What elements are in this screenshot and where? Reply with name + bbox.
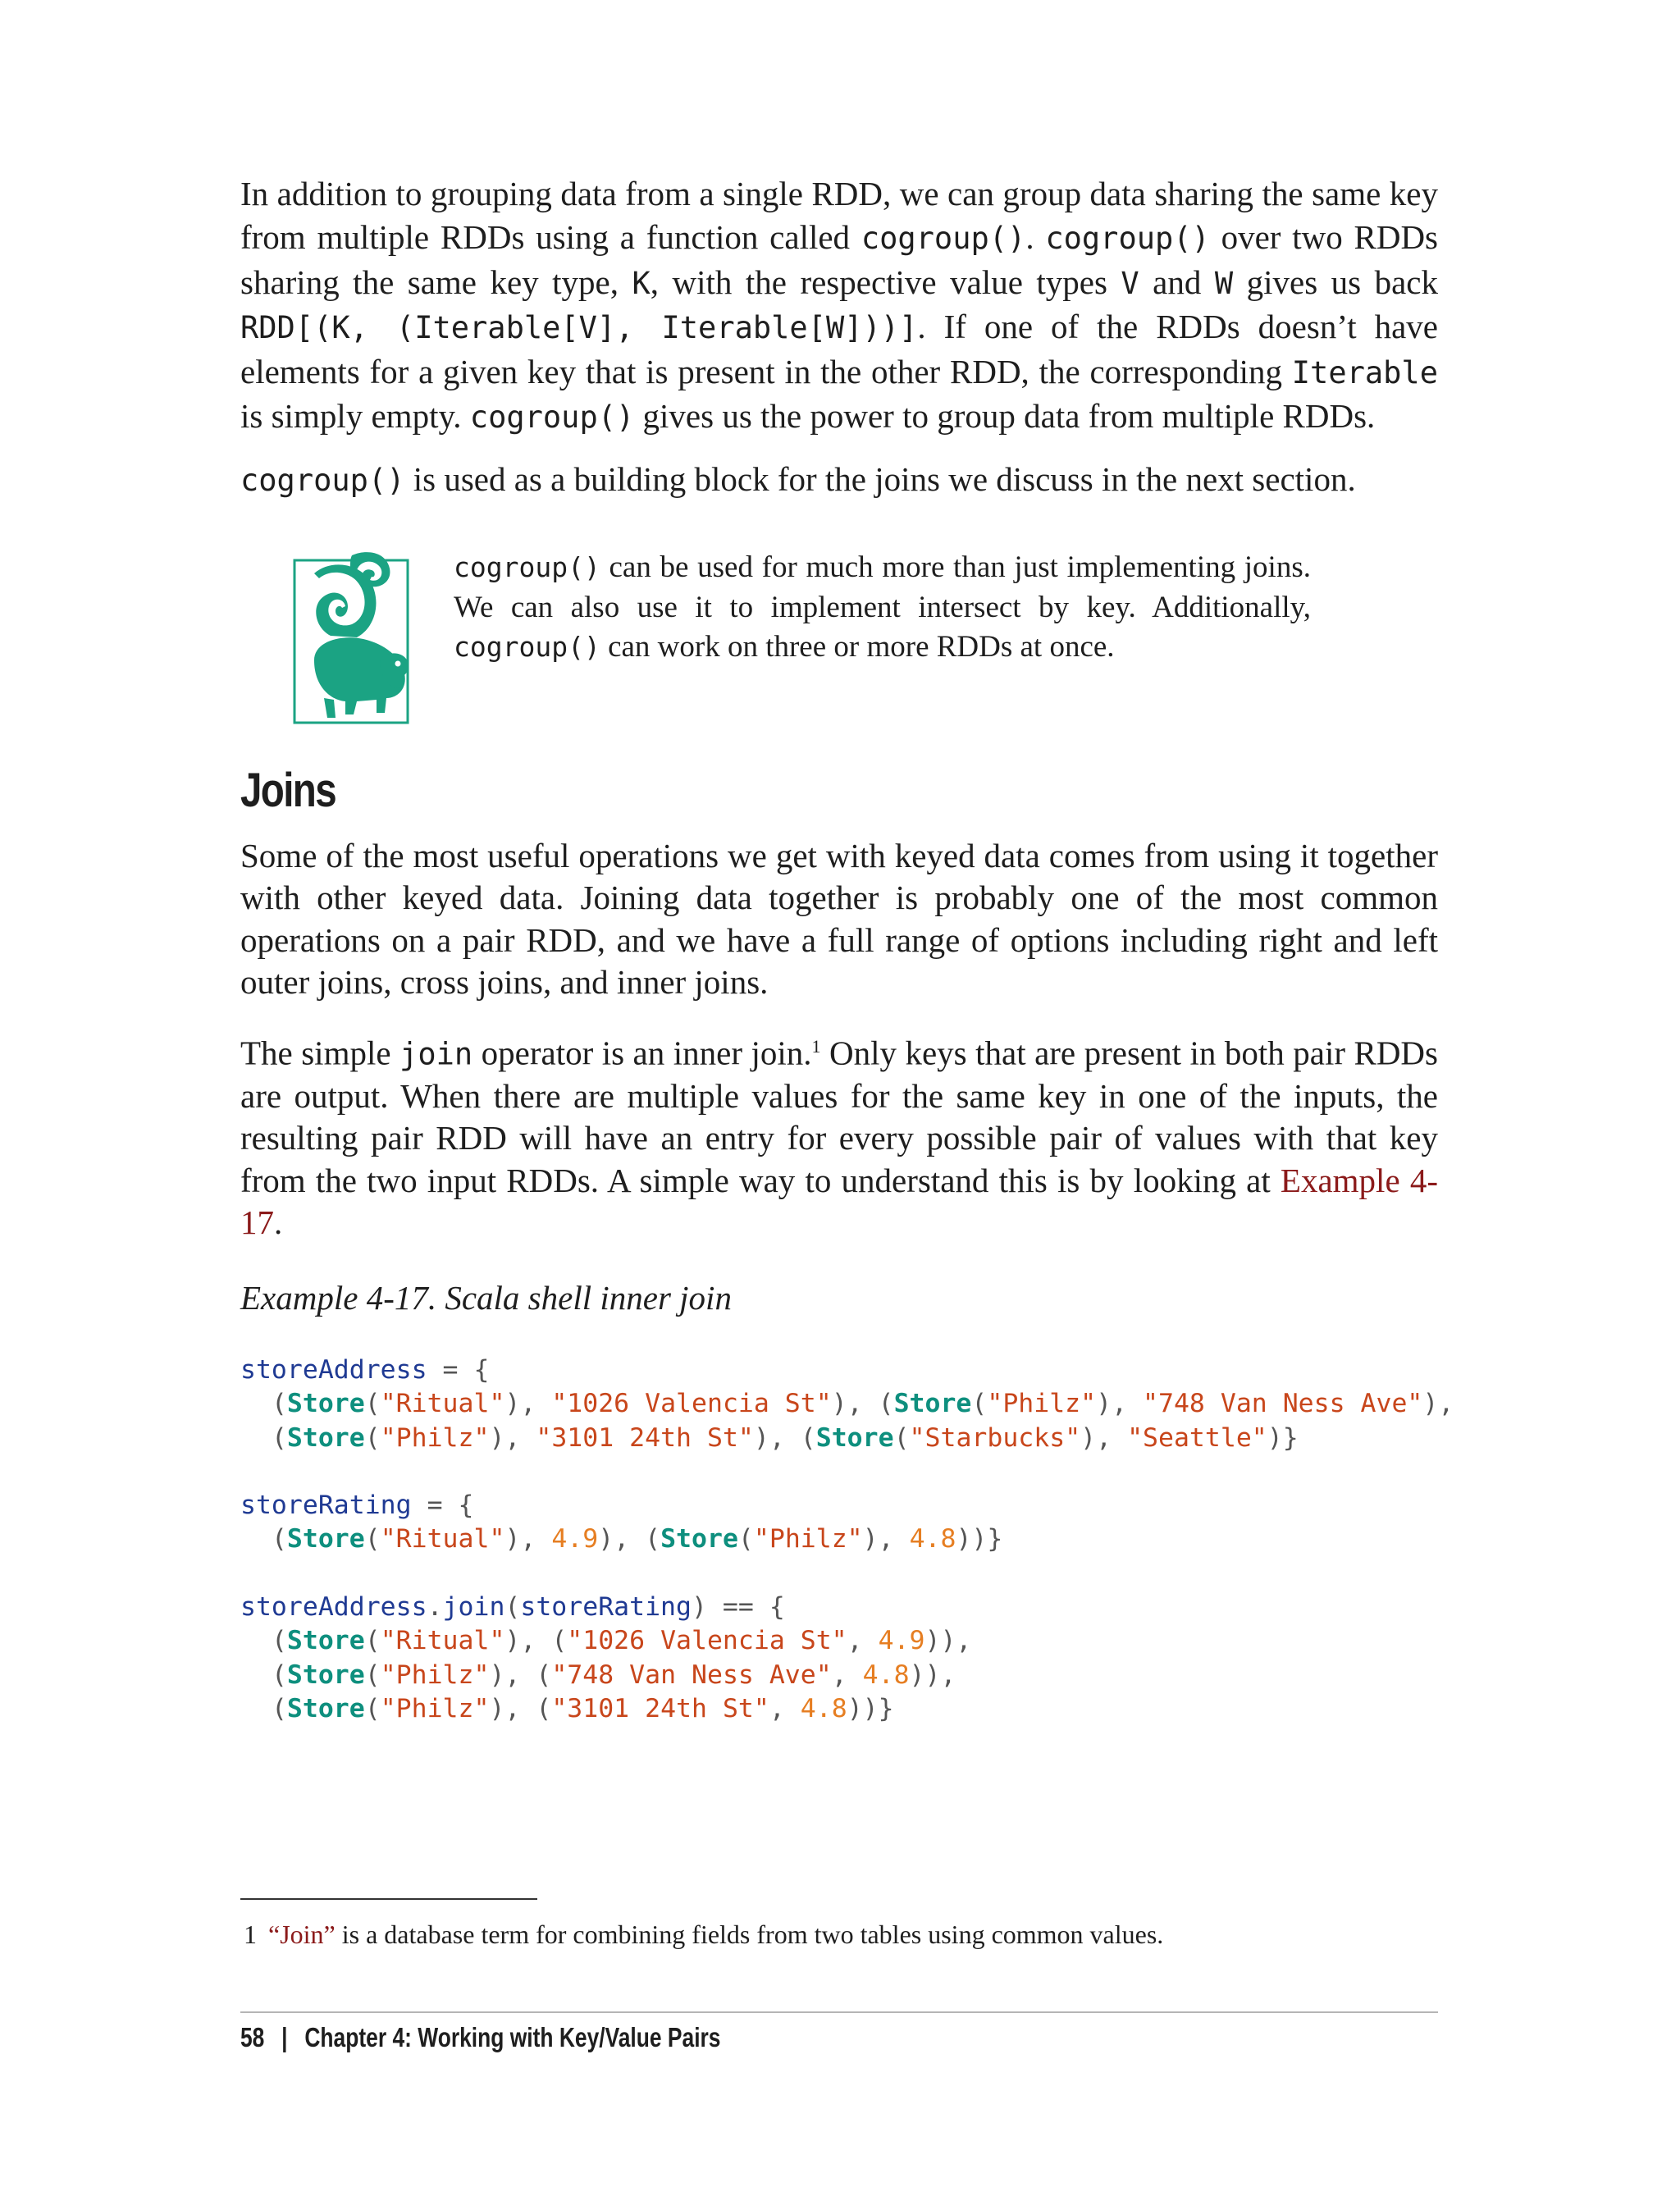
paragraph-cogroup-building-block: cogroup() is used as a building block for the joins we discuss in the next section.	[240, 460, 1356, 498]
footnote-join-link[interactable]: “Join”	[268, 1920, 336, 1949]
tip-note: cogroup() can be used for much more than just implementing joins. We can also use it to implement intersect by key. Additionally, cogroup() can work on three or more RDDs at once.	[454, 550, 1311, 664]
footnote-divider	[240, 1898, 537, 1900]
section-heading-joins: Joins	[240, 764, 336, 817]
example-caption: Example 4-17. Scala shell inner join	[240, 1279, 732, 1317]
footnote-number: 1	[244, 1920, 257, 1949]
page-number: 58	[240, 2022, 265, 2052]
footer-separator: |	[281, 2022, 288, 2052]
footnote: 1 “Join” is a database term for combining fields from two tables using common values.	[244, 1920, 1164, 1949]
code-listing: storeAddress = { (Store("Ritual"), "1026 Valencia St"), (Store("Philz"), "748 Van Ness Ave"), (Store("Philz"), "3101 24th St"), (Store("Starbucks"), "Seattle")} storeRating = { (Store("Ritual"), 4.9), (Store("Philz"), 4.8))} storeAddress.join(storeRating) == { (Store("Ritual"), ("1026 Valencia St", 4.9)), (Store("Philz"), ("748 Van Ness Ave", 4.8)), (Store("Philz"), ("3101 24th St", 4.8))}	[240, 1355, 1454, 1723]
chapter-title: Chapter 4: Working with Key/Value Pairs	[304, 2022, 721, 2052]
footer-divider	[240, 2011, 1438, 2013]
paragraph-joins-intro: Some of the most useful operations we get with keyed data comes from using it together with other keyed data. Joining data together is probably one of the most common operations on a pair RDD, and we have a full range of options including right and left outer joins, cross joins, and inner joins.	[240, 837, 1438, 1001]
lemur-tip-icon	[281, 537, 422, 726]
example-4-17-link[interactable]: Example 4-17	[240, 1161, 1438, 1241]
footnote-reference[interactable]: 1	[811, 1036, 821, 1057]
paragraph-inner-join: The simple join operator is an inner join.$^1$ Only keys that are present in both pair RDDs are output. When there are multiple values for the same key in one of the inputs, the resulting pair RDD will have an entry for every possible pair of values with that key from the two input RDDs. A simple way to understand this is by looking at Example 4-17.	[240, 1034, 1438, 1241]
page-footer	[240, 2022, 720, 2053]
paragraph-cogroup-intro: In addition to grouping data from a single RDD, we can group data sharing the same key from multiple RDDs using a function called cogroup(). cogroup() over two RDDs sharing the same key type, K, with the respective value types V and W gives us back RDD[(K, (Iterable[V], Iterable[W]))]. If one of the RDDs doesn’t have elements for a given key that is present in the other RDD, the corresponding Iterable is simply empty. cogroup() gives us the power to group data from multiple RDDs.	[240, 175, 1439, 436]
